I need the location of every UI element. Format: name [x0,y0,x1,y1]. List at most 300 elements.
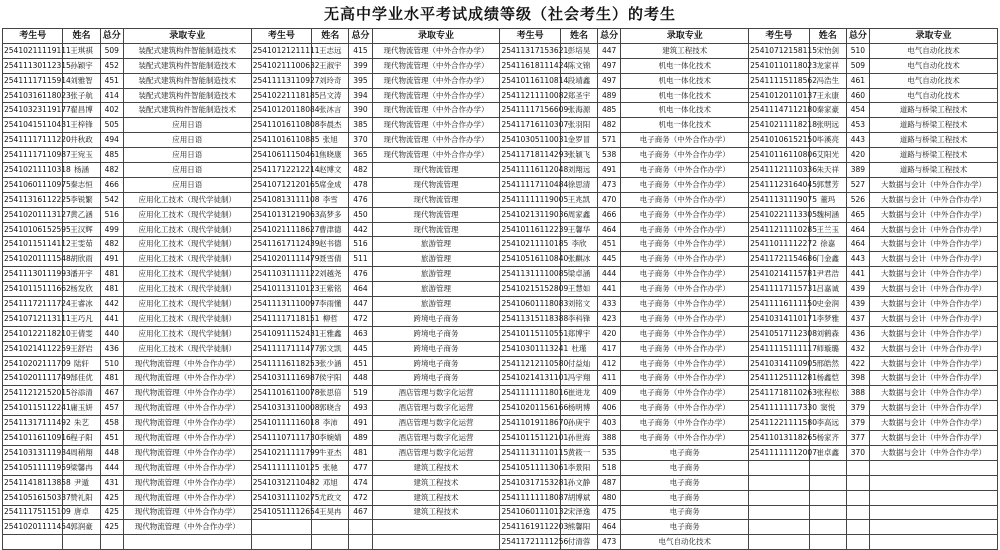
cell-score: 509 [846,58,869,73]
cell-score: 439 [846,297,869,312]
cell-name: 王倩雯 [63,326,100,341]
cell-exam-id: 25410511111959 [3,460,63,475]
cell-exam-id [749,520,809,535]
cell-score: 516 [349,237,372,252]
cell-major: 现代物流管理（中外合作办学） [123,520,251,535]
cell-exam-id: 25410601118083 [500,297,560,312]
cell-score: 370 [349,133,372,148]
cell-major: 现代物流管理（中外合作办学） [372,103,500,118]
cell-exam-id: 25410214131101 [500,371,560,386]
cell-score: 370 [846,445,869,460]
cell-major: 现代物流管理（中外合作办学） [123,445,251,460]
cell-major: 电子商务 [621,460,749,475]
cell-name: 窦悦 [809,401,846,416]
cell-major: 酒店管理与数字化运营 [372,445,500,460]
cell-name: 宋泽逸 [560,505,597,520]
header-row [3,29,998,44]
cell-major: 电子商务（中外合作办学） [621,431,749,446]
cell-name: 李科锋 [560,311,597,326]
cell-exam-id: 25410211118218 [749,118,809,133]
cell-exam-id: 25410911152431 [251,326,311,341]
cell-name: 郑博宇 [560,326,597,341]
cell-score: 494 [100,133,123,148]
cell-exam-id: 25411125111281 [749,371,809,386]
cell-major: 现代物流管理（中外合作办学） [123,416,251,431]
cell-exam-id: 25410211111799 [251,445,311,460]
cell-score [349,520,372,535]
cell-score: 457 [100,401,123,416]
cell-name: 赵博文 [312,163,349,178]
cell-name [312,520,349,535]
cell-score [846,475,869,490]
cell-name: 吕嘉诚 [809,282,846,297]
cell-major: 现代物流管理（中外合作办学） [123,431,251,446]
cell-name: 杨明博 [560,401,597,416]
cell-major: 道路与桥梁工程技术 [869,148,997,163]
cell-score: 398 [846,371,869,386]
cell-exam-id [749,475,809,490]
cell-name: 张旭 [312,133,349,148]
header-name: 姓名 [560,29,597,44]
cell-exam-id: 25411617112439 [251,237,311,252]
cell-exam-id: 25410122118210 [3,326,63,341]
cell-exam-id [749,460,809,475]
cell-major: 电子商务（中外合作办学） [621,282,749,297]
cell-score: 511 [349,252,372,267]
cell-exam-id: 25410214112259 [3,341,63,356]
cell-score: 475 [598,505,621,520]
table-row [3,431,998,446]
cell-major: 电子商务（中外合作办学） [621,297,749,312]
cell-score: 480 [598,490,621,505]
cell-score: 445 [349,341,372,356]
cell-exam-id: 25411116111150 [749,297,809,312]
cell-name: 胡博斌 [560,490,597,505]
cell-name: 郭润豪 [63,520,100,535]
cell-score [100,535,123,550]
cell-major: 大数据与会计（中外合作办学） [869,297,997,312]
cell-major: 现代物流管理（中外合作办学） [372,118,500,133]
cell-name: 师璇璐 [809,341,846,356]
cell-exam-id: 25410312110482 [251,475,311,490]
cell-major: 装配式建筑构件智能制造技术 [123,58,251,73]
cell-major: 装配式建筑构件智能制造技术 [123,43,251,58]
cell-score: 505 [100,118,123,133]
cell-exam-id: 25410120118084 [251,103,311,118]
table-row [3,445,998,460]
cell-name: 王兆凯 [560,192,597,207]
cell-major: 大数据与会计（中外合作办学） [869,386,997,401]
cell-major: 机电一体化技术 [621,58,749,73]
cell-score: 465 [846,207,869,222]
cell-score: 420 [598,326,621,341]
cell-major: 现代物流管理（中外合作办学） [372,73,500,88]
cell-name: 周稍翔 [63,445,100,460]
cell-score: 402 [100,103,123,118]
cell-score: 451 [598,237,621,252]
cell-exam-id [3,535,63,550]
cell-name [809,520,846,535]
cell-major: 大数据与会计（中外合作办学） [869,371,997,386]
cell-name: 赵书德 [312,237,349,252]
cell-name: 张颖飞 [560,148,597,163]
cell-name: 邓旭 [312,475,349,490]
cell-major: 应用化工技术（现代学徒制） [123,282,251,297]
cell-major: 大数据与会计（中外合作办学） [869,401,997,416]
table-row [3,58,998,73]
cell-major: 应用化工技术（现代学徒制） [123,267,251,282]
cell-score: 482 [100,237,123,252]
cell-name: 付清蓉 [560,535,597,550]
cell-major: 装配式建筑构件智能制造技术 [123,73,251,88]
cell-exam-id: 25411115118562 [749,73,809,88]
cell-score: 451 [349,356,372,371]
cell-name: 王馨华 [560,222,597,237]
cell-score: 411 [598,371,621,386]
cell-score: 443 [846,252,869,267]
cell-name: 宋怡剑 [809,43,846,58]
cell-score: 518 [598,460,621,475]
cell-exam-id: 25411117156609 [500,103,560,118]
cell-major: 电子商务（中外合作办学） [621,177,749,192]
cell-name: 杨鑫恺 [809,371,846,386]
cell-score: 422 [846,356,869,371]
cell-name: 金罗冒 [560,133,597,148]
cell-exam-id: 25411016110078 [251,386,311,401]
cell-score: 476 [349,267,372,282]
cell-exam-id: 25411618111424 [500,58,560,73]
cell-exam-id: 25410313110008 [251,401,311,416]
cell-major: 大数据与会计（中外合作办学） [869,311,997,326]
cell-name: 尹君浩 [809,267,846,282]
cell-name: 孙世海 [560,431,597,446]
cell-major: 酒店管理与数字化运营 [372,386,500,401]
cell-name: 尤政文 [312,490,349,505]
cell-name: 陆轩 [63,356,100,371]
cell-name: 孙文静 [560,475,597,490]
cell-score: 444 [100,460,123,475]
cell-name: 郑圣宇 [560,88,597,103]
cell-name: 张羽阳 [560,118,597,133]
cell-major: 大数据与会计（中外合作办学） [869,252,997,267]
cell-score: 481 [100,267,123,282]
cell-exam-id: 25410201111548 [3,252,63,267]
cell-major: 大数据与会计（中外合作办学） [869,222,997,237]
cell-name: 刘铭文 [560,297,597,312]
cell-score: 467 [349,505,372,520]
cell-major [869,460,997,475]
cell-name: 黄筱一 [560,445,597,460]
cell-score: 460 [846,88,869,103]
cell-major: 应用日语 [123,118,251,133]
cell-score: 464 [846,222,869,237]
cell-major: 大数据与会计（中外合作办学） [869,416,997,431]
table-row [3,475,998,490]
cell-score: 510 [846,43,869,58]
cell-exam-id: 25410115110551 [500,326,560,341]
cell-major: 现代物流管理（中外合作办学） [123,490,251,505]
cell-exam-id: 25410712158115 [749,43,809,58]
cell-exam-id: 25411016110885 [251,133,311,148]
cell-name: 杨涵 [63,163,100,178]
table-row [3,148,998,163]
cell-score: 497 [598,73,621,88]
cell-major: 现代物流管理 [372,177,500,192]
cell-name: 高梦多 [312,207,349,222]
cell-exam-id: 25410317153281 [500,475,560,490]
cell-major: 旅游管理 [372,282,500,297]
cell-major: 旅游管理 [372,267,500,282]
cell-exam-id: 25411212152015 [3,386,63,401]
cell-score: 477 [349,460,372,475]
table-row [3,267,998,282]
cell-major: 跨境电子商务 [372,326,500,341]
table-row [3,535,998,550]
cell-score [846,535,869,550]
cell-major: 跨境电子商务 [372,341,500,356]
cell-name: 郭文凯 [312,341,349,356]
cell-exam-id: 25411115111117 [749,341,809,356]
cell-exam-id: 25410314110905 [749,356,809,371]
cell-score: 527 [846,177,869,192]
cell-exam-id: 25410211118627 [251,222,311,237]
cell-score: 509 [100,43,123,58]
cell-name: 冯浩生 [809,73,846,88]
cell-score: 448 [349,371,372,386]
cell-name: 孙颖宇 [63,58,100,73]
header-score: 总分 [100,29,123,44]
cell-exam-id: 25410712113111 [3,311,63,326]
cell-score [349,535,372,550]
cell-exam-id: 25411016110808 [251,118,311,133]
cell-score: 461 [846,73,869,88]
table-row [3,88,998,103]
cell-exam-id [251,535,311,550]
header-score: 总分 [598,29,621,44]
cell-major [869,490,997,505]
cell-exam-id: 25411211110082 [500,88,560,103]
cell-name: 付益灿 [560,356,597,371]
cell-exam-id: 25411111117330 [749,401,809,416]
cell-major: 道路与桥梁工程技术 [869,133,997,148]
cell-score: 436 [100,341,123,356]
cell-score: 481 [100,371,123,386]
cell-score: 447 [598,43,621,58]
cell-score: 519 [349,386,372,401]
cell-score: 440 [100,326,123,341]
cell-exam-id: 25411221111580 [749,416,809,431]
cell-score: 450 [349,207,372,222]
cell-exam-id: 25410511112654 [251,505,311,520]
cell-major: 应用化工技术（现代学徒制） [123,237,251,252]
cell-major: 电子商务（中外合作办学） [621,356,749,371]
cell-major: 大数据与会计（中外合作办学） [869,207,997,222]
header-major: 录取专业 [869,29,997,44]
cell-score: 470 [598,192,621,207]
cell-score: 571 [598,133,621,148]
table-row [3,43,998,58]
cell-score: 439 [846,282,869,297]
header-name: 姓名 [809,29,846,44]
cell-score: 474 [349,475,372,490]
cell-major: 应用化工技术（现代学徒制） [123,252,251,267]
cell-name: 焦晓康 [312,148,349,163]
cell-major: 电子商务（中外合作办学） [621,386,749,401]
cell-score: 510 [100,356,123,371]
cell-score: 394 [349,88,372,103]
cell-name [63,535,100,550]
table-row [3,505,998,520]
cell-major [372,535,500,550]
cell-score: 420 [846,148,869,163]
cell-exam-id: 25411117115914 [3,73,63,88]
cell-major: 大数据与会计（中外合作办学） [869,431,997,446]
cell-exam-id: 25410301113241 [500,341,560,356]
cell-exam-id: 25410131219063 [251,207,311,222]
cell-score: 481 [100,282,123,297]
cell-major: 酒店管理与数字化运营 [372,431,500,446]
cell-name: 王宛玉 [63,148,100,163]
table-row [3,416,998,431]
cell-name: 李梦雅 [809,311,846,326]
cell-name: 王舒岩 [63,341,100,356]
cell-score: 403 [598,416,621,431]
cell-exam-id: 25411111118016 [500,386,560,401]
cell-major: 应用化工技术（现代学徒制） [123,222,251,237]
cell-exam-id: 25410201111479 [251,252,311,267]
cell-major [869,505,997,520]
cell-name: 王永康 [809,88,846,103]
cell-exam-id: 25411317111492 [3,416,63,431]
cell-name: 王雅鑫 [312,326,349,341]
cell-score: 538 [598,148,621,163]
cell-exam-id: 25411317153621 [500,43,560,58]
cell-exam-id: 25411011112272 [749,237,809,252]
cell-name: 孙庚宇 [560,416,597,431]
cell-score: 478 [349,177,372,192]
cell-exam-id: 25411172111724 [3,297,63,312]
cell-exam-id: 25410313111934 [3,445,63,460]
cell-name: 崔进龙 [560,386,597,401]
cell-name: 毕溪亮 [809,133,846,148]
cell-major: 电子商务 [621,475,749,490]
cell-major: 大数据与会计（中外合作办学） [869,192,997,207]
cell-major [869,535,997,550]
cell-score: 485 [598,103,621,118]
cell-exam-id: 25410115111662 [3,282,63,297]
cell-exam-id: 25410201113127 [3,207,63,222]
cell-score: 385 [349,118,372,133]
cell-major: 应用日语 [123,148,251,163]
cell-score: 482 [100,163,123,178]
cell-name: 王巧凡 [63,311,100,326]
cell-major: 现代物流管理 [372,192,500,207]
cell-exam-id: 25411116118253 [251,356,311,371]
cell-name: 李雪 [312,192,349,207]
table-row [3,103,998,118]
cell-name: 唐卓 [63,505,100,520]
header-major: 录取专业 [372,29,500,44]
cell-major: 应用日语 [123,133,251,148]
cell-score: 409 [598,386,621,401]
cell-score: 497 [598,58,621,73]
cell-score: 458 [100,416,123,431]
cell-exam-id: 25411121110336 [749,163,809,178]
cell-score: 472 [349,311,372,326]
cell-major: 电子商务（中外合作办学） [621,416,749,431]
cell-major: 现代物流管理（中外合作办学） [123,475,251,490]
cell-exam-id: 25410311116987 [251,371,311,386]
cell-score: 473 [598,535,621,550]
cell-exam-id: 25410712120165 [251,177,311,192]
cell-exam-id: 25411712212214 [251,163,311,178]
cell-name: 史金润 [809,297,846,312]
cell-exam-id: 25410116110916 [3,431,63,446]
cell-name: 崔卓鑫 [809,445,846,460]
cell-exam-id: 25410601110132 [500,505,560,520]
cell-exam-id: 25411123164045 [749,177,809,192]
cell-name: 李景阳 [560,460,597,475]
cell-major: 酒店管理与数字化运营 [372,416,500,431]
header-name: 姓名 [312,29,349,44]
cell-major: 应用化工技术（现代学徒制） [123,207,251,222]
cell-major: 大数据与会计（中外合作办学） [869,445,997,460]
cell-exam-id: 25410211110318 [3,163,63,178]
cell-name: 徐思清 [560,177,597,192]
cell-score: 388 [846,386,869,401]
cell-score: 491 [598,163,621,178]
cell-major: 应用化工技术（现代学徒制） [123,192,251,207]
cell-exam-id: 25410110118023 [749,58,809,73]
cell-score: 415 [349,43,372,58]
cell-score: 516 [100,207,123,222]
cell-score: 473 [598,177,621,192]
cell-name: 曹津德 [312,222,349,237]
cell-name: 井秋政 [63,133,100,148]
cell-major: 道路与桥梁工程技术 [869,103,997,118]
cell-name: 胡欣雨 [63,252,100,267]
cell-name: 杜瑾 [560,341,597,356]
cell-name: 朱艺 [63,416,100,431]
cell-name: 刘玲奇 [312,73,349,88]
cell-exam-id: 25411117118151 [251,311,311,326]
header-major: 录取专业 [123,29,251,44]
cell-major: 电子商务（中外合作办学） [621,371,749,386]
cell-name: 侯宇阳 [312,371,349,386]
cell-exam-id: 25411111112007 [749,445,809,460]
cell-major: 现代物流管理（中外合作办学） [372,43,500,58]
cell-major: 电气自动化技术 [869,73,997,88]
cell-major: 大数据与会计（中外合作办学） [869,356,997,371]
cell-name: 王慧如 [560,282,597,297]
cell-exam-id: 25410111116018 [251,416,311,431]
cell-major: 电气自动化技术 [869,43,997,58]
cell-major: 跨境电子商务 [372,356,500,371]
cell-name: 徐嘉 [809,237,846,252]
cell-major: 机电一体化技术 [621,88,749,103]
cell-score: 463 [349,326,372,341]
cell-major: 跨境电子商务 [372,371,500,386]
cell-exam-id: 25410813111108 [251,192,311,207]
cell-name: 杨发欣 [63,282,100,297]
table-row [3,207,998,222]
cell-score: 485 [100,148,123,163]
cell-major: 电子商务（中外合作办学） [621,401,749,416]
cell-exam-id: 25411111119005 [500,192,560,207]
cell-major: 现代物流管理（中外合作办学） [372,133,500,148]
cell-exam-id: 25410116110806 [749,148,809,163]
cell-name: 邢皓然 [809,356,846,371]
